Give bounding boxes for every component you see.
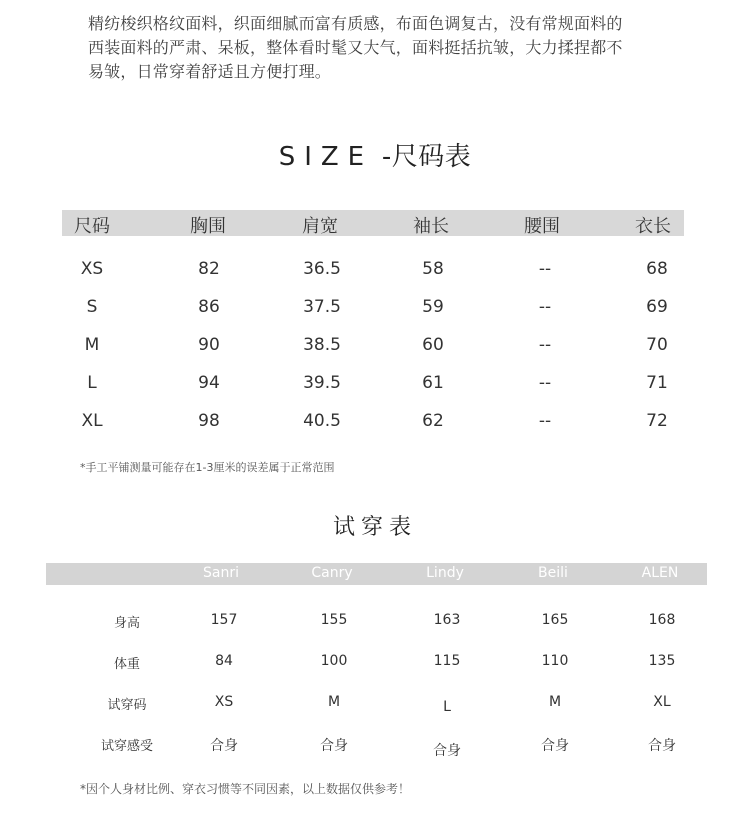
fit-cell: 合身 [320,738,348,754]
size-header-cell: 肩宽 [302,216,338,237]
fit-table-header [46,563,707,585]
fit-row-label: 试穿码 [107,698,147,713]
fit-cell: M [548,694,562,710]
size-cell: -- [538,297,552,317]
model-name: ALEN [641,565,679,581]
size-table-row [0,297,750,321]
size-cell: 38.5 [303,335,341,355]
size-table-row [0,335,750,359]
fit-cell: 100 [320,653,348,669]
size-cell: -- [538,259,552,279]
fit-cell: 163 [433,612,461,628]
size-cell: M [84,335,100,355]
fit-cell: 合身 [541,738,569,754]
fit-cell: 合身 [648,738,676,754]
fit-cell: 168 [648,612,676,628]
size-table-row [0,373,750,397]
fit-cell: XL [653,694,671,710]
size-cell: S [86,297,98,317]
size-cell: 62 [422,411,444,431]
size-title-en: SIZE [278,142,374,172]
size-cell: 98 [198,411,220,431]
size-header-cell: 腰围 [524,216,560,237]
fit-cell: 合身 [210,738,238,754]
fit-chart-title: 试穿表 [332,515,417,540]
fit-cell: 135 [648,653,676,669]
fit-cell: 165 [541,612,569,628]
fit-cell: M [327,694,341,710]
description-line: 精纺梭织格纹面料，织面细腻而富有质感，布面色调复古，没有常规面料的 [88,14,623,33]
size-cell: XS [80,259,104,279]
size-cell: 71 [646,373,668,393]
fit-table-row [0,653,750,675]
size-cell: L [87,373,97,393]
size-table-row [0,411,750,435]
size-cell: 72 [646,411,668,431]
fit-cell: 115 [433,653,461,669]
size-cell: 70 [646,335,668,355]
fit-row-label: 试穿感受 [100,739,154,754]
product-description [88,12,688,84]
size-title-cn: -尺码表 [381,142,472,172]
size-cell: 59 [422,297,444,317]
size-cell: 36.5 [303,259,341,279]
fit-cell: 155 [320,612,348,628]
fit-row-label: 身高 [113,616,141,631]
size-chart-note: *手工平铺测量可能存在1-3厘米的误差属于正常范围 [80,461,335,474]
size-cell: -- [538,373,552,393]
size-cell: XL [81,411,103,431]
fit-row-label: 体重 [113,657,141,672]
size-cell: -- [538,335,552,355]
description-line: 西装面料的严肃、呆板，整体看时髦又大气，面料挺括抗皱，大力揉捏都不 [88,38,623,57]
model-name: Sanri [203,565,239,581]
size-cell: 68 [646,259,668,279]
fit-table-row [0,735,750,757]
fit-chart-note: *因个人身材比例、穿衣习惯等不同因素，以上数据仅供参考！ [80,782,411,796]
size-header-cell: 袖长 [413,216,449,237]
size-cell: 90 [198,335,220,355]
size-table-row [0,259,750,283]
fit-cell: 84 [215,653,233,669]
size-cell: 61 [422,373,444,393]
model-name: Canry [311,565,353,581]
size-header-cell: 胸围 [190,216,226,237]
size-cell: 37.5 [303,297,341,317]
model-name: Lindy [426,565,464,581]
size-cell: 40.5 [303,411,341,431]
size-cell: 39.5 [303,373,341,393]
size-header-cell: 衣长 [635,216,671,237]
size-cell: 69 [646,297,668,317]
model-name: Beili [538,565,568,581]
size-header-cell: 尺码 [74,216,110,237]
fit-cell: 合身 [433,743,461,759]
size-cell: 94 [198,373,220,393]
fit-table-row [0,694,750,716]
size-chart-title [0,136,750,173]
fit-cell: L [443,699,451,715]
fit-cell: 157 [210,612,238,628]
description-line: 易皱，日常穿着舒适且方便打理。 [88,62,332,81]
size-cell: 82 [198,259,220,279]
fit-table-row [0,612,750,634]
size-cell: 60 [422,335,444,355]
size-cell: -- [538,411,552,431]
fit-cell: 110 [541,653,569,669]
fit-cell: XS [214,694,234,710]
size-cell: 86 [198,297,220,317]
size-cell: 58 [422,259,444,279]
size-table-header [62,210,684,236]
